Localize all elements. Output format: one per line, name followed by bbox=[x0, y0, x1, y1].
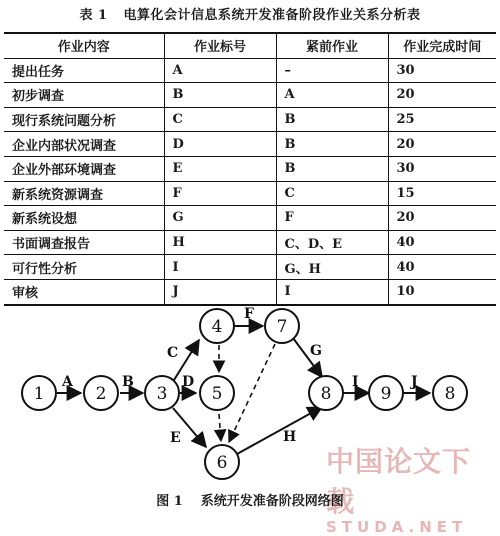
cell-predecessor: I bbox=[276, 279, 388, 304]
cell-code: A bbox=[164, 58, 276, 83]
cell-duration: 40 bbox=[388, 255, 496, 280]
header-activity: 作业内容 bbox=[4, 33, 164, 58]
figure-caption bbox=[0, 490, 500, 509]
table-number: 表 1 bbox=[79, 8, 108, 23]
node-7-label: 7 bbox=[276, 317, 288, 337]
node-4 bbox=[200, 309, 234, 343]
node-8 bbox=[309, 376, 343, 410]
figure-caption-text: 系统开发准备阶段网络图 bbox=[200, 494, 344, 509]
node-5-label: 5 bbox=[211, 384, 223, 404]
table-row bbox=[4, 58, 496, 83]
cell-code: I bbox=[164, 255, 276, 280]
edge-label-d: D bbox=[182, 374, 195, 390]
header-duration: 作业完成时间 bbox=[388, 33, 496, 58]
node-final-label: 8 bbox=[444, 384, 456, 404]
cell-code: F bbox=[164, 181, 276, 206]
cell-activity: 可行性分析 bbox=[4, 255, 164, 280]
cell-predecessor: – bbox=[276, 58, 388, 83]
cell-activity: 新系统资源调查 bbox=[4, 181, 164, 206]
edge-label-e: E bbox=[170, 430, 181, 446]
table-title-text: 电算化会计信息系统开发准备阶段作业关系分析表 bbox=[123, 8, 421, 23]
cell-code: G bbox=[164, 206, 276, 231]
edge-label-g: G bbox=[310, 343, 322, 359]
cell-duration: 15 bbox=[388, 181, 496, 206]
edge-label-b: B bbox=[122, 374, 134, 390]
cell-predecessor: A bbox=[276, 83, 388, 108]
node-6-label: 6 bbox=[216, 453, 228, 473]
table-row bbox=[4, 83, 496, 108]
watermark bbox=[326, 440, 496, 536]
header-code: 作业标号 bbox=[164, 33, 276, 58]
node-3-label: 3 bbox=[156, 384, 168, 404]
cell-activity: 审核 bbox=[12, 286, 39, 302]
cell-activity: 书面调查报告 bbox=[4, 230, 164, 255]
table-row bbox=[4, 107, 496, 132]
dummy-edge-5-6 bbox=[219, 414, 221, 441]
cell-predecessor: B bbox=[276, 132, 388, 157]
cell-duration: 10 bbox=[388, 279, 496, 304]
cell-predecessor: B bbox=[276, 156, 388, 181]
activity-relation-table bbox=[4, 32, 496, 306]
table-row bbox=[4, 132, 496, 157]
cell-duration: 40 bbox=[388, 230, 496, 255]
node-2-label: 2 bbox=[95, 384, 107, 404]
node-7 bbox=[265, 309, 299, 343]
cell-activity: 现行系统问题分析 bbox=[4, 107, 164, 132]
cell-activity: 初步调查 bbox=[4, 83, 164, 108]
node-1 bbox=[22, 376, 56, 410]
cell-duration: 30 bbox=[388, 58, 496, 83]
node-9-label: 9 bbox=[380, 384, 392, 404]
table-row bbox=[4, 181, 496, 206]
node-6 bbox=[205, 445, 239, 479]
dummy-edge-7-6 bbox=[229, 344, 275, 442]
cell-duration: 30 bbox=[388, 156, 496, 181]
table-row bbox=[4, 206, 496, 231]
cell-code: H bbox=[164, 230, 276, 255]
node-5 bbox=[200, 376, 234, 410]
cell-code: J bbox=[164, 279, 276, 304]
node-8-label: 8 bbox=[320, 384, 332, 404]
cell-code: B bbox=[164, 83, 276, 108]
cell-predecessor: F bbox=[276, 206, 388, 231]
cell-duration: 20 bbox=[388, 206, 496, 231]
cell-predecessor: C bbox=[276, 181, 388, 206]
watermark-cn: 中国论文下载 bbox=[326, 445, 472, 518]
cell-duration: 20 bbox=[388, 132, 496, 157]
edge-label-h: H bbox=[283, 429, 297, 445]
node-3 bbox=[145, 376, 179, 410]
node-9 bbox=[369, 376, 403, 410]
cell-predecessor: B bbox=[276, 107, 388, 132]
table-row bbox=[4, 255, 496, 280]
cell-activity: 企业外部环境调查 bbox=[4, 156, 164, 181]
edge-label-f: F bbox=[244, 306, 254, 322]
cell-code: E bbox=[164, 156, 276, 181]
cell-activity: 新系统设想 bbox=[4, 206, 164, 231]
node-final bbox=[433, 376, 467, 410]
cell-duration: 20 bbox=[388, 83, 496, 108]
cell-predecessor: G、H bbox=[276, 255, 388, 280]
node-4-label: 4 bbox=[211, 317, 223, 337]
header-predecessor: 紧前作业 bbox=[276, 33, 388, 58]
cell-code: C bbox=[164, 107, 276, 132]
edge-label-j: J bbox=[411, 374, 418, 390]
cell-activity: 提出任务 bbox=[4, 58, 164, 83]
edge-label-a: A bbox=[62, 374, 73, 390]
node-1-label: 1 bbox=[33, 384, 45, 404]
figure-number: 图 1 bbox=[156, 494, 183, 509]
edge-label-i: I bbox=[352, 374, 359, 390]
cell-predecessor: C、D、E bbox=[276, 230, 388, 255]
table-row bbox=[4, 230, 496, 255]
node-2 bbox=[84, 376, 118, 410]
edge-h bbox=[237, 407, 322, 454]
table-row bbox=[4, 156, 496, 181]
edge-label-c: C bbox=[167, 345, 179, 361]
watermark-en: STUDA.NET bbox=[326, 518, 468, 536]
cell-activity: 企业内部状况调查 bbox=[4, 132, 164, 157]
cell-duration: 25 bbox=[388, 107, 496, 132]
table-header-row bbox=[4, 33, 496, 58]
table-title bbox=[0, 4, 500, 23]
cell-code: D bbox=[164, 132, 276, 157]
